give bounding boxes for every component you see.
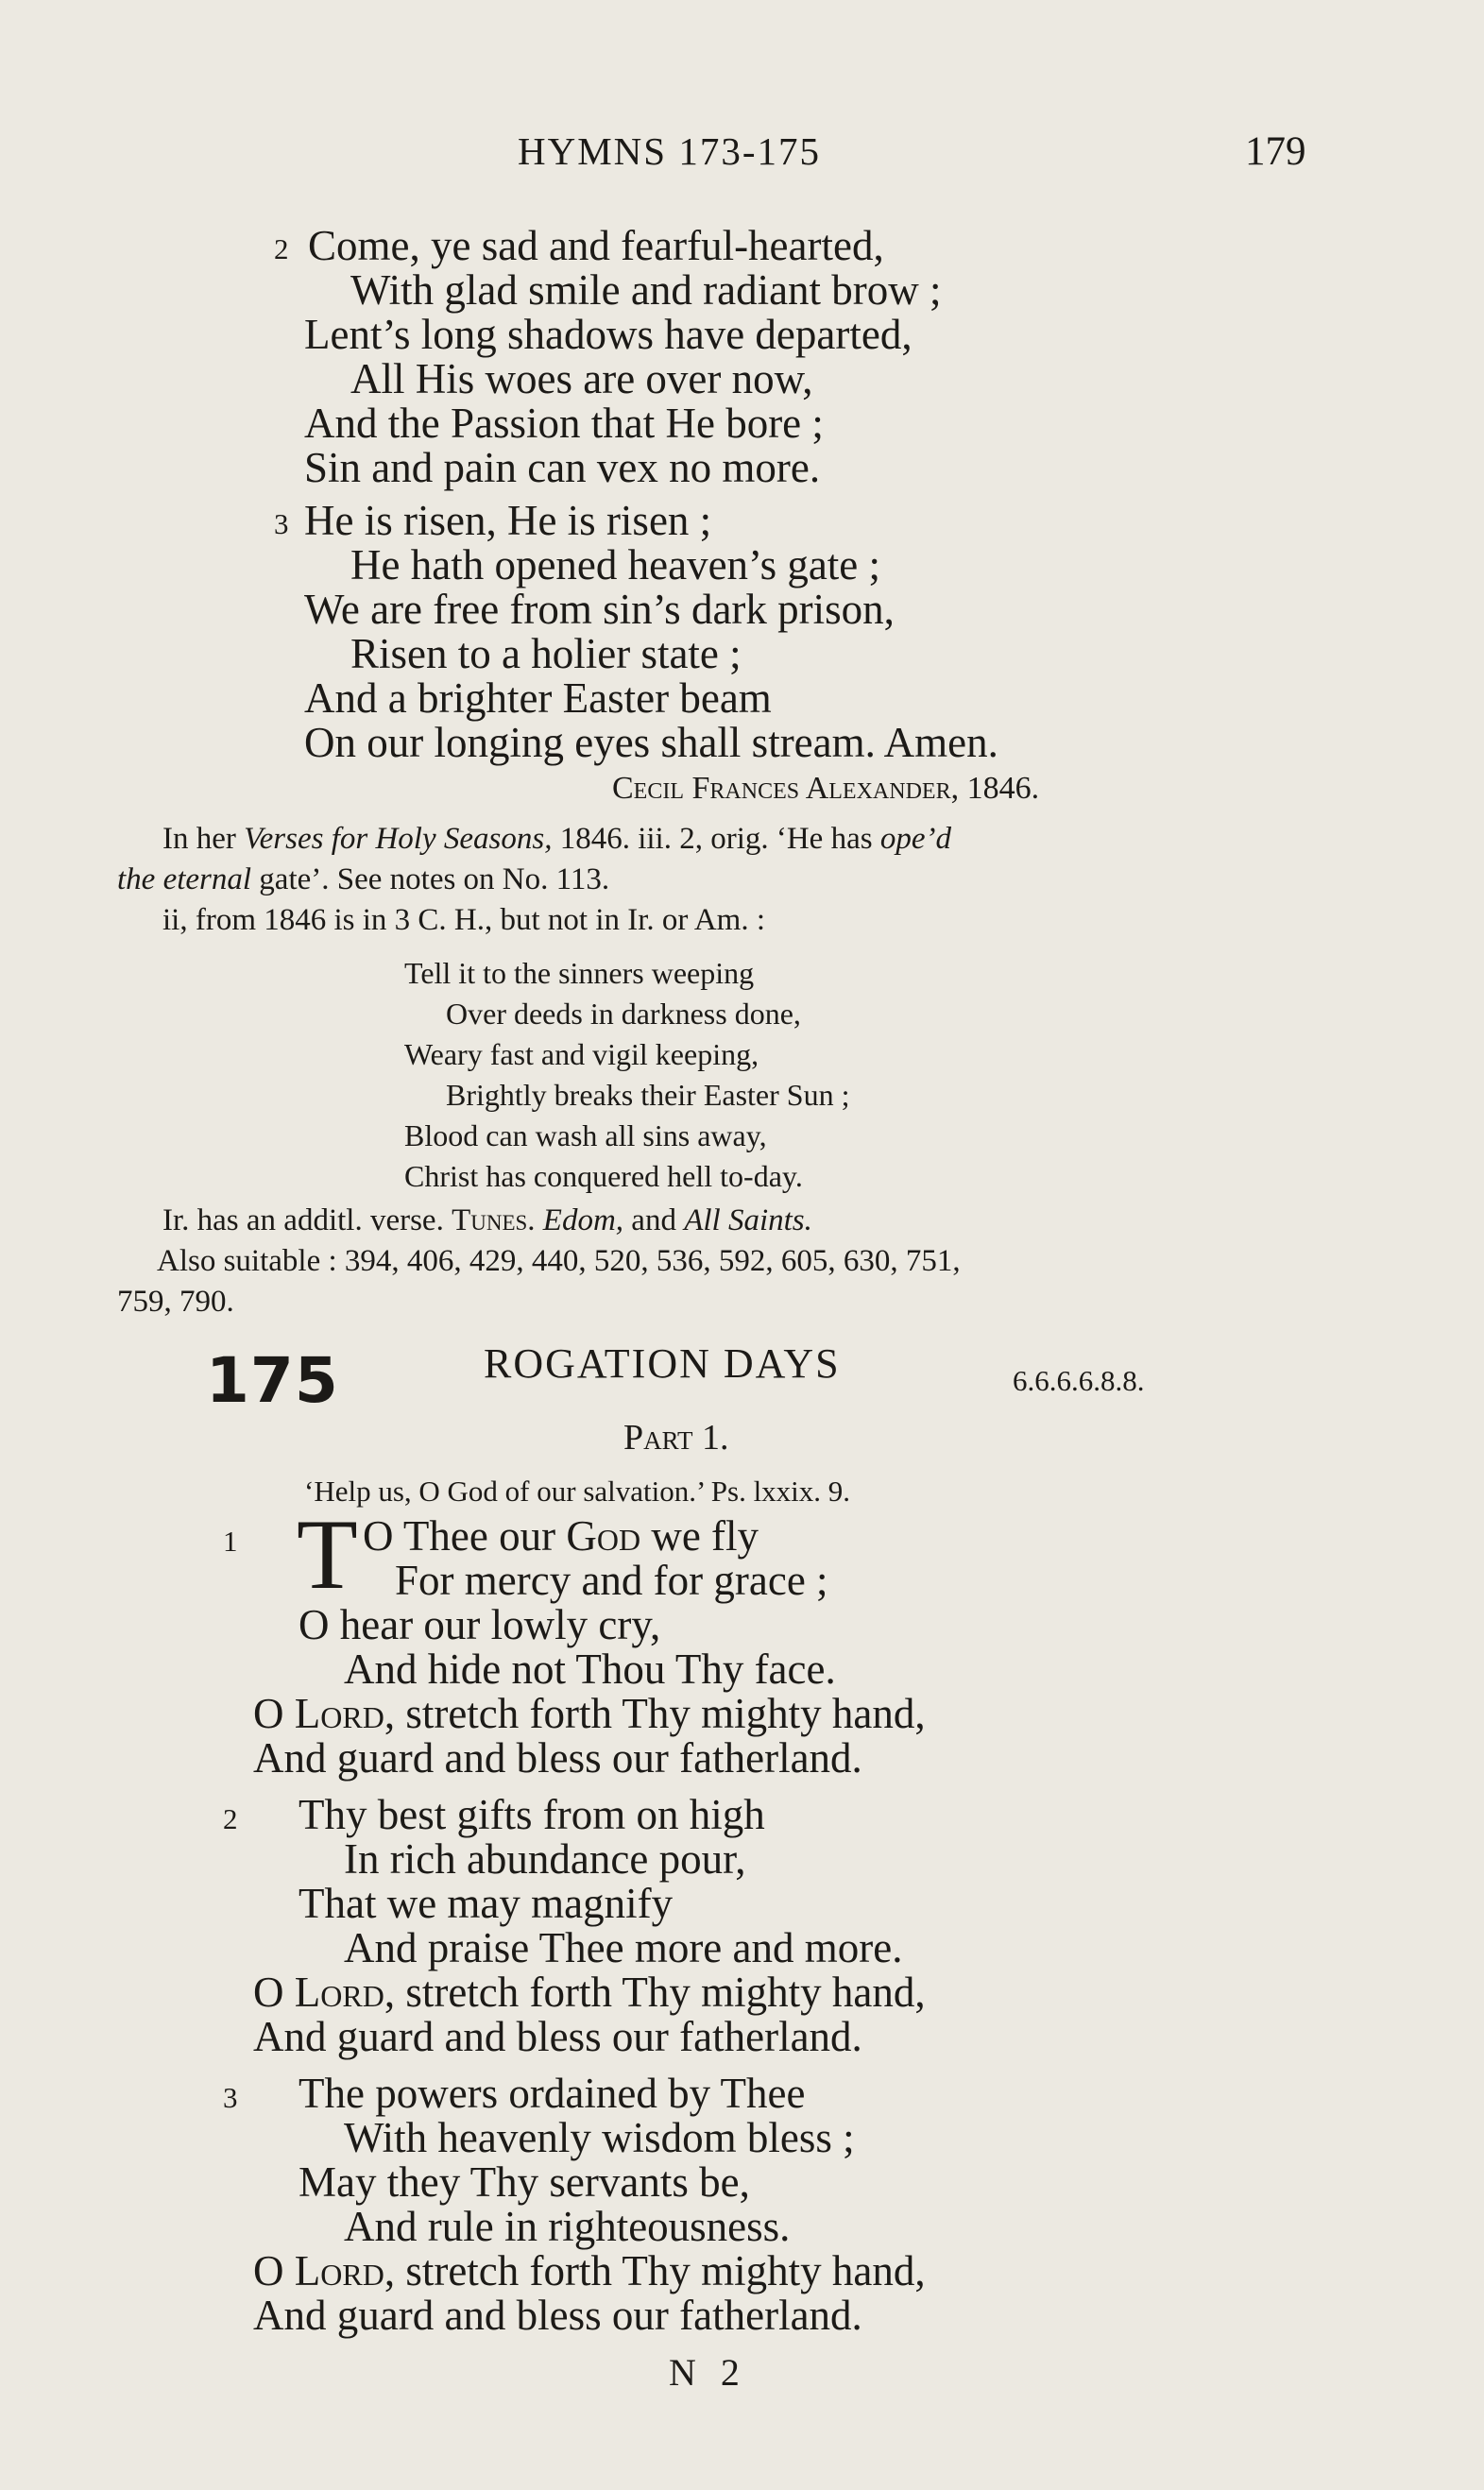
verse-line: May they Thy servants be, xyxy=(299,2158,750,2206)
note-line: Also suitable : 394, 406, 429, 440, 520, 536, 592, 605, 630, 751, xyxy=(157,1244,961,1278)
part-heading: Part 1. xyxy=(623,1418,729,1458)
refrain-line: And guard and bless our fatherland. xyxy=(253,1734,862,1782)
verse-number: 3 xyxy=(274,507,289,540)
refrain-line: O Lord, stretch forth Thy mighty hand, xyxy=(253,2247,926,2294)
note-line: 759, 790. xyxy=(117,1285,234,1319)
verse-line: And hide not Thou Thy face. xyxy=(344,1646,836,1693)
verse-line: Thy best gifts from on high xyxy=(299,1791,765,1838)
verse-line: Risen to a holier state ; xyxy=(350,630,742,677)
verse-number: 2 xyxy=(223,1802,238,1835)
author-credit: Cecil Frances Alexander, 1846. xyxy=(612,771,1040,806)
quoted-verse-line: Christ has conquered hell to-day. xyxy=(404,1159,803,1193)
note-line: In her Verses for Holy Seasons, 1846. iii. 2, orig. ‘He has ope’d xyxy=(162,822,951,856)
hymn-number: 175 xyxy=(206,1344,339,1417)
verse-line: Lent’s long shadows have departed, xyxy=(304,311,913,358)
quoted-verse-line: Over deeds in darkness done, xyxy=(446,997,801,1031)
refrain-line: O Lord, stretch forth Thy mighty hand, xyxy=(253,1690,926,1737)
verse-line: All His woes are over now, xyxy=(350,355,813,402)
drop-cap: T xyxy=(297,1499,358,1610)
hymn-title: ROGATION DAYS xyxy=(484,1340,841,1387)
hymn-meter: 6.6.6.6.8.8. xyxy=(1013,1364,1145,1397)
verse-line: For mercy and for grace ; xyxy=(395,1557,828,1604)
verse-line: With glad smile and radiant brow ; xyxy=(350,266,942,314)
page-number: 179 xyxy=(1245,129,1306,174)
note-line: the eternal gate’. See notes on No. 113. xyxy=(117,862,610,896)
verse-number: 3 xyxy=(223,2081,238,2114)
verse-line: O hear our lowly cry, xyxy=(299,1601,661,1648)
verse-line: In rich abundance pour, xyxy=(344,1835,746,1883)
verse-line: O Thee our God we fly xyxy=(363,1512,759,1560)
verse-number: 1 xyxy=(223,1525,238,1558)
verse-line: And rule in righteousness. xyxy=(344,2203,791,2250)
verse-line: On our longing eyes shall stream. Amen. xyxy=(304,719,998,766)
verse-line: Sin and pain can vex no more. xyxy=(304,444,821,491)
refrain-line: O Lord, stretch forth Thy mighty hand, xyxy=(253,1969,926,2016)
verse-line: And praise Thee more and more. xyxy=(344,1924,903,1971)
refrain-line: And guard and bless our fatherland. xyxy=(253,2292,862,2339)
note-line: Ir. has an additl. verse. Tunes. Edom, and All Saints. xyxy=(162,1203,812,1237)
running-header: HYMNS 173-175 xyxy=(518,129,821,173)
quoted-verse-line: Weary fast and vigil keeping, xyxy=(404,1037,759,1071)
refrain-line: And guard and bless our fatherland. xyxy=(253,2013,862,2060)
verse-line: Come, ye sad and fearful-hearted, xyxy=(308,222,884,269)
verse-line: And a brighter Easter beam xyxy=(304,674,772,722)
quoted-verse-line: Blood can wash all sins away, xyxy=(404,1118,767,1152)
scripture-motto: ‘Help us, O God of our salvation.’ Ps. lxxix. 9. xyxy=(304,1475,851,1508)
verse-line: The powers ordained by Thee xyxy=(299,2070,806,2117)
verse-line: With heavenly wisdom bless ; xyxy=(344,2114,855,2161)
verse-line: That we may magnify xyxy=(299,1880,674,1927)
verse-line: He hath opened heaven’s gate ; xyxy=(350,541,881,588)
verse-line: We are free from sin’s dark prison, xyxy=(304,586,895,633)
verse-line: And the Passion that He bore ; xyxy=(304,400,824,447)
quoted-verse-line: Tell it to the sinners weeping xyxy=(404,956,755,990)
verse-line: He is risen, He is risen ; xyxy=(304,497,712,544)
signature-mark: N 2 xyxy=(669,2351,747,2394)
quoted-verse-line: Brightly breaks their Easter Sun ; xyxy=(446,1078,850,1112)
note-line: ii, from 1846 is in 3 C. H., but not in Ir. or Am. : xyxy=(162,903,766,937)
verse-number: 2 xyxy=(274,232,289,265)
